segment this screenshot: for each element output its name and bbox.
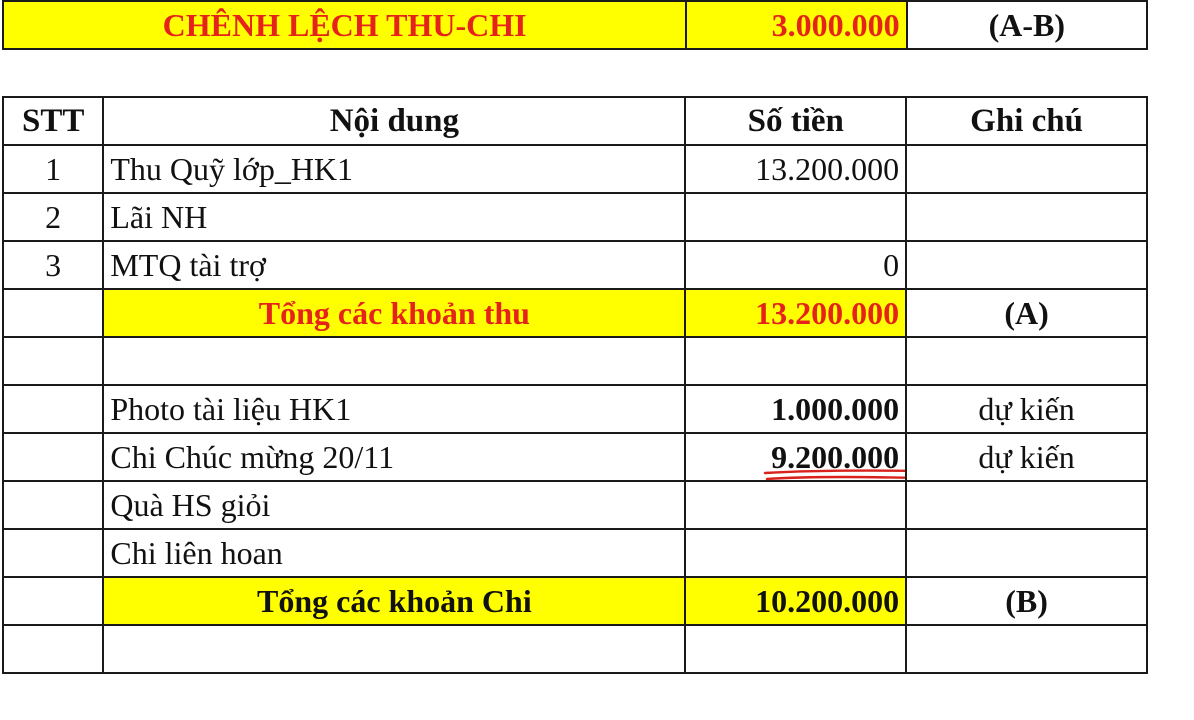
balance-row — [3, 1, 1147, 49]
note-cell — [906, 193, 1147, 241]
table-row — [3, 481, 1147, 529]
stt-cell: 1 — [3, 145, 103, 193]
stt-cell — [3, 385, 103, 433]
income-total-note: (A) — [906, 289, 1147, 337]
stt-cell — [3, 529, 103, 577]
table-row — [3, 529, 1147, 577]
balance-summary-table — [2, 0, 1148, 50]
note-cell: dự kiến — [906, 433, 1147, 481]
content-cell: Chi Chúc mừng 20/11 — [103, 433, 685, 481]
income-total-label: Tổng các khoản thu — [103, 289, 685, 337]
amount-cell — [685, 529, 906, 577]
table-row — [3, 385, 1147, 433]
amount-cell — [685, 337, 906, 385]
table-row — [3, 145, 1147, 193]
table-row — [3, 241, 1147, 289]
balance-note: (A-B) — [907, 1, 1147, 49]
stt-cell — [3, 481, 103, 529]
empty-row — [3, 625, 1147, 673]
content-cell: MTQ tài trợ — [103, 241, 685, 289]
amount-cell: 13.200.000 — [685, 145, 906, 193]
amount-cell: 0 — [685, 241, 906, 289]
stt-cell — [3, 289, 103, 337]
header-amount: Số tiền — [685, 97, 906, 145]
header-row — [3, 97, 1147, 145]
note-cell — [906, 529, 1147, 577]
income-total-amount: 13.200.000 — [685, 289, 906, 337]
note-cell — [906, 625, 1147, 673]
amount-cell — [685, 193, 906, 241]
red-underline-mark — [761, 467, 906, 481]
note-cell — [906, 337, 1147, 385]
expense-total-label: Tổng các khoản Chi — [103, 577, 685, 625]
ledger-table — [2, 96, 1148, 674]
expense-total-row — [3, 577, 1147, 625]
amount-text: 9.200.000 — [771, 439, 900, 475]
note-cell — [906, 241, 1147, 289]
expense-total-note: (B) — [906, 577, 1147, 625]
content-cell: Chi liên hoan — [103, 529, 685, 577]
stt-cell — [3, 337, 103, 385]
content-cell: Lãi NH — [103, 193, 685, 241]
balance-amount: 3.000.000 — [686, 1, 906, 49]
content-cell — [103, 625, 685, 673]
stt-cell: 3 — [3, 241, 103, 289]
amount-cell — [685, 625, 906, 673]
content-cell: Quà HS giỏi — [103, 481, 685, 529]
amount-cell — [685, 481, 906, 529]
header-content: Nội dung — [103, 97, 685, 145]
empty-row — [3, 337, 1147, 385]
stt-cell — [3, 433, 103, 481]
expense-total-amount: 10.200.000 — [685, 577, 906, 625]
note-cell: dự kiến — [906, 385, 1147, 433]
header-stt: STT — [3, 97, 103, 145]
stt-cell — [3, 625, 103, 673]
stt-cell — [3, 577, 103, 625]
content-cell: Thu Quỹ lớp_HK1 — [103, 145, 685, 193]
note-cell — [906, 481, 1147, 529]
amount-cell — [685, 433, 906, 481]
content-cell — [103, 337, 685, 385]
income-total-row — [3, 289, 1147, 337]
amount-cell: 1.000.000 — [685, 385, 906, 433]
header-note: Ghi chú — [906, 97, 1147, 145]
underlined-amount — [771, 441, 899, 473]
table-row — [3, 433, 1147, 481]
balance-label: CHÊNH LỆCH THU-CHI — [3, 1, 686, 49]
note-cell — [906, 145, 1147, 193]
stt-cell: 2 — [3, 193, 103, 241]
table-row — [3, 193, 1147, 241]
content-cell: Photo tài liệu HK1 — [103, 385, 685, 433]
